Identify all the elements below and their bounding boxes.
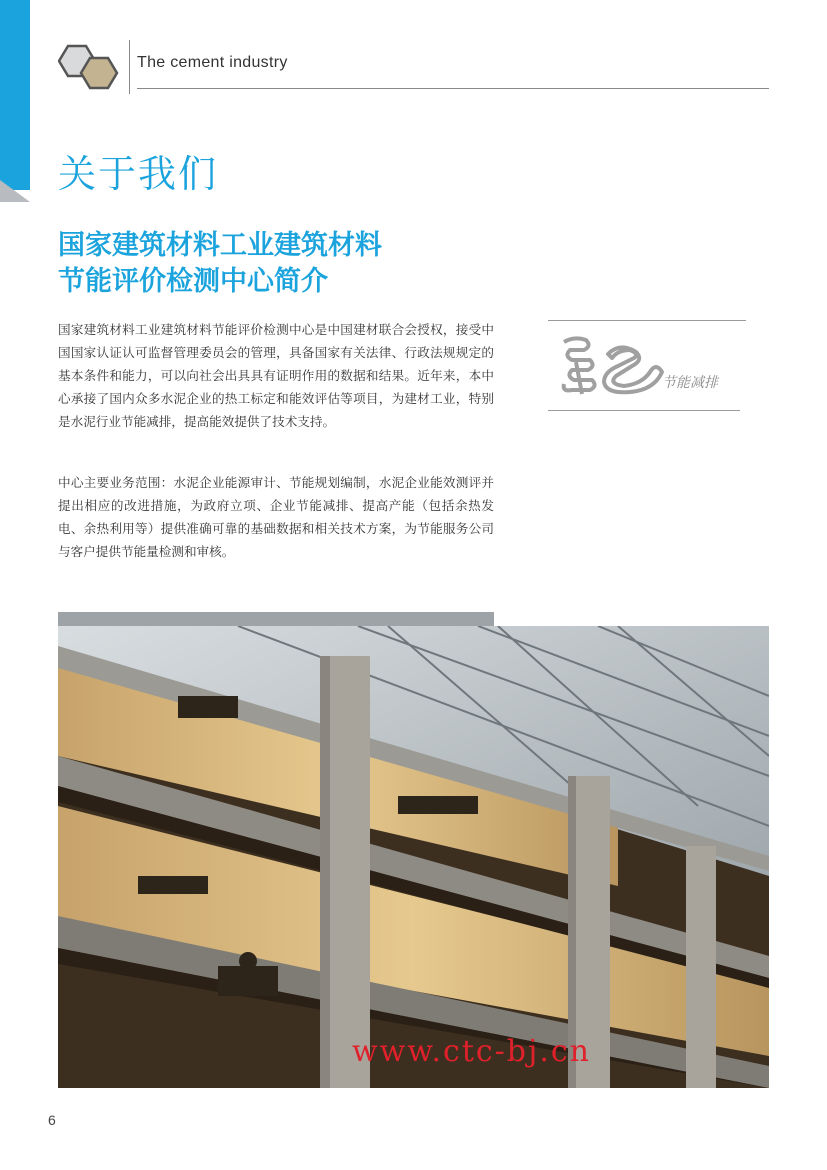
section-heading-line2: 节能评价检测中心简介 <box>58 266 328 297</box>
sidebar-accent-strip <box>0 0 30 190</box>
header-rule <box>137 88 769 89</box>
section-heading-line1: 国家建筑材料工业建筑材料 <box>58 230 382 261</box>
emblem-label: 节能减排 <box>662 375 718 391</box>
energy-saving-logo-icon <box>558 332 668 398</box>
emblem-rule-bottom <box>548 410 740 411</box>
page-number: 6 <box>48 1112 56 1128</box>
sidebar-accent-corner <box>0 180 30 202</box>
library-atrium-photo <box>58 626 769 1088</box>
emblem-rule-top <box>548 320 746 321</box>
hexagon-logo-icon <box>58 44 122 90</box>
library-atrium-illustration <box>58 626 769 1088</box>
photo-accent-bar <box>58 612 494 626</box>
header-title: The cement industry <box>137 54 288 71</box>
energy-saving-emblem <box>548 320 746 411</box>
header-divider <box>129 40 130 94</box>
scope-paragraph: 中心主要业务范围：水泥企业能源审计、节能规划编制，水泥企业能效测评并提出相应的改进措施，为政府立项、企业节能减排、提高产能（包括余热发电、余热利用等）提供准确可靠的基础数据和相关技术方案，为节能服务公司与客户提供节能量检测和审核。 <box>58 475 494 559</box>
section-heading <box>58 228 382 300</box>
intro-paragraph: 国家建筑材料工业建筑材料节能评价检测中心是中国建材联合会授权，接受中国国家认证认可监督管理委员会的管理，具备国家有关法律、行政法规规定的基本条件和能力，可以向社会出具具有证明作用的数据和结果。近年来，本中心承接了国内众多水泥企业的热工标定和能效评估等项目，为建材工业，特别是水泥行业节能减排，提高能效提供了技术支持。 <box>58 322 494 429</box>
page-title: 关于我们 <box>58 152 219 196</box>
website-watermark: www.ctc-bj.cn <box>352 1034 591 1069</box>
